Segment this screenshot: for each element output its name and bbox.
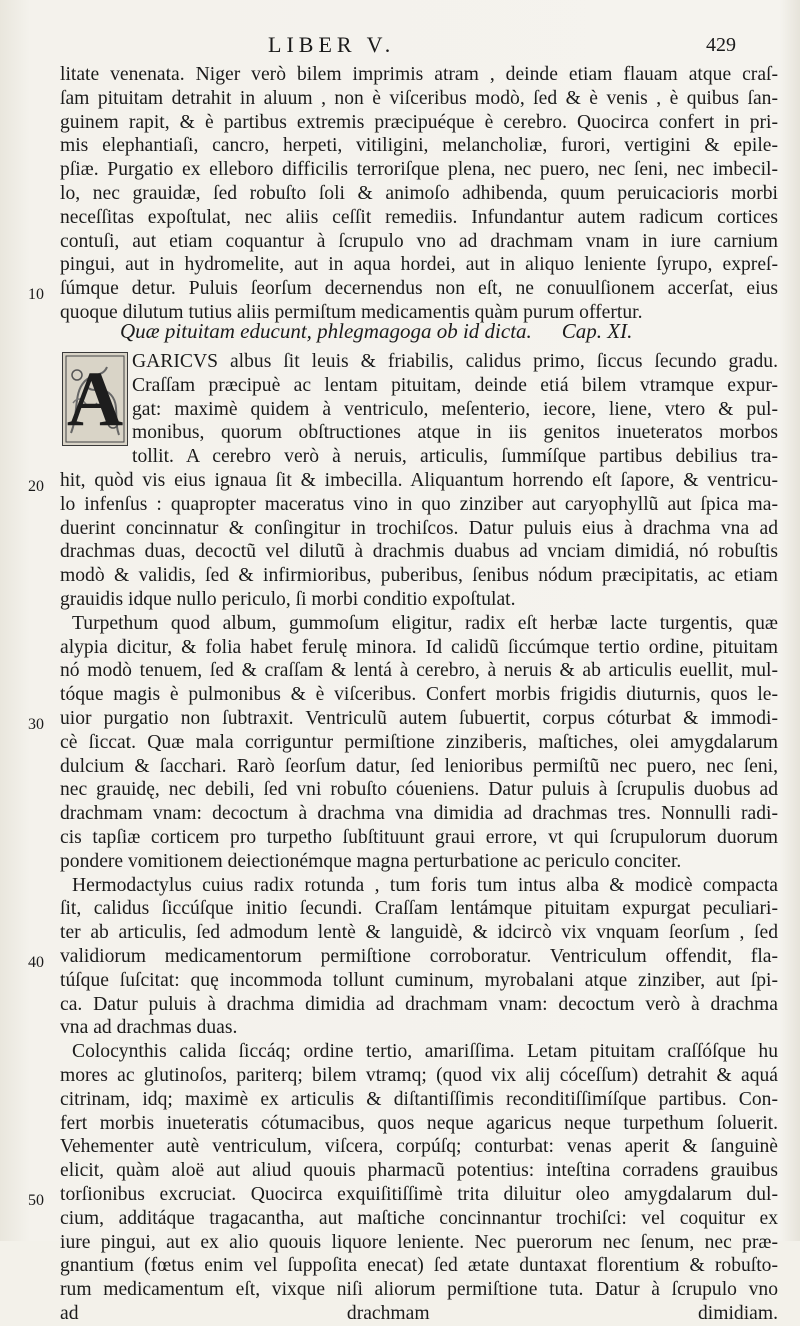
text-line: GARICVS albus ſit leuis & friabilis, calidus primo, ſiccus ſecundo gradu. — [132, 351, 778, 372]
text-line: tollit. A cerebro verò à neruis, articulis, ſummíſque partibus debilius tra- — [132, 446, 778, 468]
running-head: LIBER V. — [268, 32, 396, 57]
chapter-title: Quæ pituitam educunt, phlegmagoga ob id dicta. — [120, 319, 532, 343]
text-line: pondere vomitionem deiectionémque magna perturbatione ac periculo conciter. — [60, 850, 682, 872]
text-line: nec grauidę, nec debili, ſed vni robuſto cóueniens. Datur puluis à ſcrupulis duobus ad — [60, 779, 778, 801]
text-line: fert morbis inueteratis cótumacibus, quos neque agaricus neque turpethum ſoluerit. — [60, 1112, 778, 1134]
text-line: monibus, quorum obſtructiones atque in iis genitos inueteratos morbos — [132, 422, 778, 444]
text-line: Turpethum quod album, gummoſum eligitur, radix eſt herbæ lacte turgentis, quæ — [72, 612, 778, 634]
text-line: ſit, calidus ſiccúſque initio ſecundi. Craſſam lentámque pituitam expurgat peculiari- — [60, 898, 778, 920]
text-line: drachmam vnam: decoctum à drachma vna dimidia ad drachmas tres. Nonnulli radi- — [60, 803, 778, 825]
text-line: mores ac glutinoſos, pariterq; bilem vtramq; (quod vix alij cóceſſum) detrahit & aquá — [60, 1065, 778, 1086]
text-line: guinem rapit, & è partibus extremis præcipuéque è cerebro. Quocirca confert in pri- — [60, 111, 778, 133]
text-line: litate venenata. Niger verò bilem imprimis atram , deinde etiam flauam atque craſ- — [60, 64, 778, 85]
text-line: validiorum medicamentorum permiſtione corroboratur. Ventriculum offendit, fla- — [60, 946, 778, 967]
text-line: rum medicamentum eſt, vixque niſi aliorum permiſtione tuta. Datur à ſcrupulo vno — [60, 1279, 778, 1301]
text-line: citrinam, idq; maximè ex articulis & diſtantiſſimis reconditiſſimíſque partibus. Con- — [60, 1088, 778, 1110]
text-line: pingui, aut in hydromelite, aut in aqua hordei, aut in aliquo leniente ſyrupo, expreſ- — [60, 254, 778, 276]
text-line: uior purgatio non ſubtraxit. Ventriculũ autem ſubuertit, corpus cóturbat & immodi- — [60, 708, 778, 729]
text-line: Hermodactylus cuius radix rotunda , tum foris tum intus alba & modicè compacta — [72, 874, 778, 896]
text-line: pſiæ. Purgatio ex elleboro difficilis terroriſque plena, nec puero, nec ſeni, nec imbecil- — [60, 159, 778, 181]
text-line: lo, nec grauidæ, ſed robuſto ſoli & animoſo adhibenda, quum peruicacioris morbi — [60, 183, 778, 204]
text-line: ad drachmam dimidiam. — [60, 1303, 778, 1324]
text-line: Craſſam præcipuè ac lentam pituitam, deinde etiá bilem vtramque expur- — [132, 374, 778, 396]
text-line: Vehementer autè ventriculum, viſcera, corpúſq; conturbat: venas aperit & ſanguinè — [60, 1136, 778, 1158]
chapter-number: Cap. XI. — [561, 319, 633, 343]
text-line: cium, additáque tragacantha, aut maſtiche concinnantur trochiſci: vel coquitur ex — [60, 1207, 778, 1229]
text-line: duerint concinnatur & conſingitur in trochiſcos. Datur puluis eius à drachma vna ad — [60, 517, 778, 539]
line-number: 30 — [28, 716, 44, 733]
initial-letter: A — [66, 355, 124, 442]
text-line: iure pingui, aut ex alio quouis liquore leniente. Nec puerorum nec ſenum, nec præ- — [60, 1231, 778, 1253]
text-line: contuſi, aut etiam coquantur à ſcrupulo vno ad drachmam vnam in iure carnium — [60, 230, 778, 252]
text-line: hit, quòd vis eius ignaua ſit & imbecilla. Aliquantum horrendo eſt ſapore, & ventricu- — [60, 470, 778, 491]
text-line: modò & validis, ſed & infirmioribus, puberibus, ſenibus nódum præcipitatis, ac etiam — [60, 565, 778, 587]
decorated-initial — [62, 352, 128, 446]
text-line: Colocynthis calida ſiccáq; ordine tertio, amariſſima. Letam pituitam craſſóſque hu — [72, 1041, 778, 1063]
line-number: 20 — [28, 478, 44, 495]
line-number: 40 — [28, 954, 44, 971]
text-line: lo infenſus : quapropter maceratus vino in quo zinziber aut caryophyllũ aut ſpica ma- — [60, 493, 778, 515]
text-line: gnantium (fœtus enim vel ſuppoſita enecat) ſed ætate duntaxat florentium & robuſto- — [60, 1255, 778, 1277]
text-line: túſque ſuſcitat: quę incommoda tollunt cuminum, myrobalani atque zinziber, aut ſpi- — [60, 969, 778, 991]
text-line: mis elephantiaſi, cancro, herpeti, vitiligini, melancholiæ, furori, vertigini & epile- — [60, 135, 778, 157]
text-line: dulcium & ſacchari. Rarò ſeorſum datur, ſed lenioribus permiſtũ nec puero, nec ſeni, — [60, 755, 778, 777]
text-line: ſam pituitam detrahit in aluum , non è viſceribus modò, ſed & è venis , è quibus ſan- — [60, 87, 778, 109]
text-line: nó modò tenuem, ſed & craſſam & lentá à cerebro, à neruis & ab articulis euellit, mul- — [60, 660, 778, 682]
page-header — [0, 30, 800, 60]
text-line: cè ſiccat. Quæ mala corriguntur permiſtione zinziberis, maſtiches, olei amygdalarum — [60, 731, 778, 753]
text-line: ca. Datur puluis à drachma dimidia ad drachmam vnam: decoctum verò à drachma — [60, 993, 778, 1015]
text-line: quoque dilutum tutius aliis permiſtum medicamentis quàm purum offertur. — [60, 302, 643, 323]
text-line: tóque magis è pulmonibus & è viſceribus. Confert morbis frigidis diuturnis, quos le- — [60, 684, 778, 706]
text-line: neceſſitas expoſtulat, nec aliis ceſſit remediis. Infundantur autem radicum cortices — [60, 206, 778, 228]
text-line: alypia dicitur, & folia habet ferulę minora. Id calidũ ſiccúmque tertio ordine, pituitam — [60, 636, 778, 658]
text-line: ſúmque detur. Puluis ſeorſum decernendus non eſt, ne conuulſionem accerſat, eius — [60, 278, 778, 300]
text-line: torſionibus excruciat. Quocirca exquiſitiſſimè trita diluitur oleo amygdalarum dul- — [60, 1184, 778, 1205]
text-line: gat: maximè quidem à ventriculo, meſenterio, iecore, liene, vtero & pul- — [132, 398, 778, 420]
page-number: 429 — [706, 34, 736, 56]
text-line: vna ad drachmas duas. — [60, 1017, 238, 1039]
line-number: 50 — [28, 1192, 44, 1209]
text-line: grauidis idque nullo periculo, ſi morbi conditio expoſtulat. — [60, 589, 516, 610]
line-number: 10 — [28, 286, 44, 304]
text-line: ter ab articulis, ſed admodum lentè & languidè, & idcircò vix vnquam ſeorſum , ſed — [60, 922, 778, 944]
text-line: cis tapſiæ corticem pro turpetho ſubſtituunt graui errore, vt qui ſcrupulorum duorum — [60, 827, 778, 848]
text-line: drachmas duas, decoctũ vel dilutũ à drachmis duabus ad vnciam dimidiá, nó robuſtis — [60, 541, 778, 563]
text-line: elicit, quàm aloë aut aliud quouis pharmacũ potentius: inteſtina corradens grauibus — [60, 1160, 778, 1182]
